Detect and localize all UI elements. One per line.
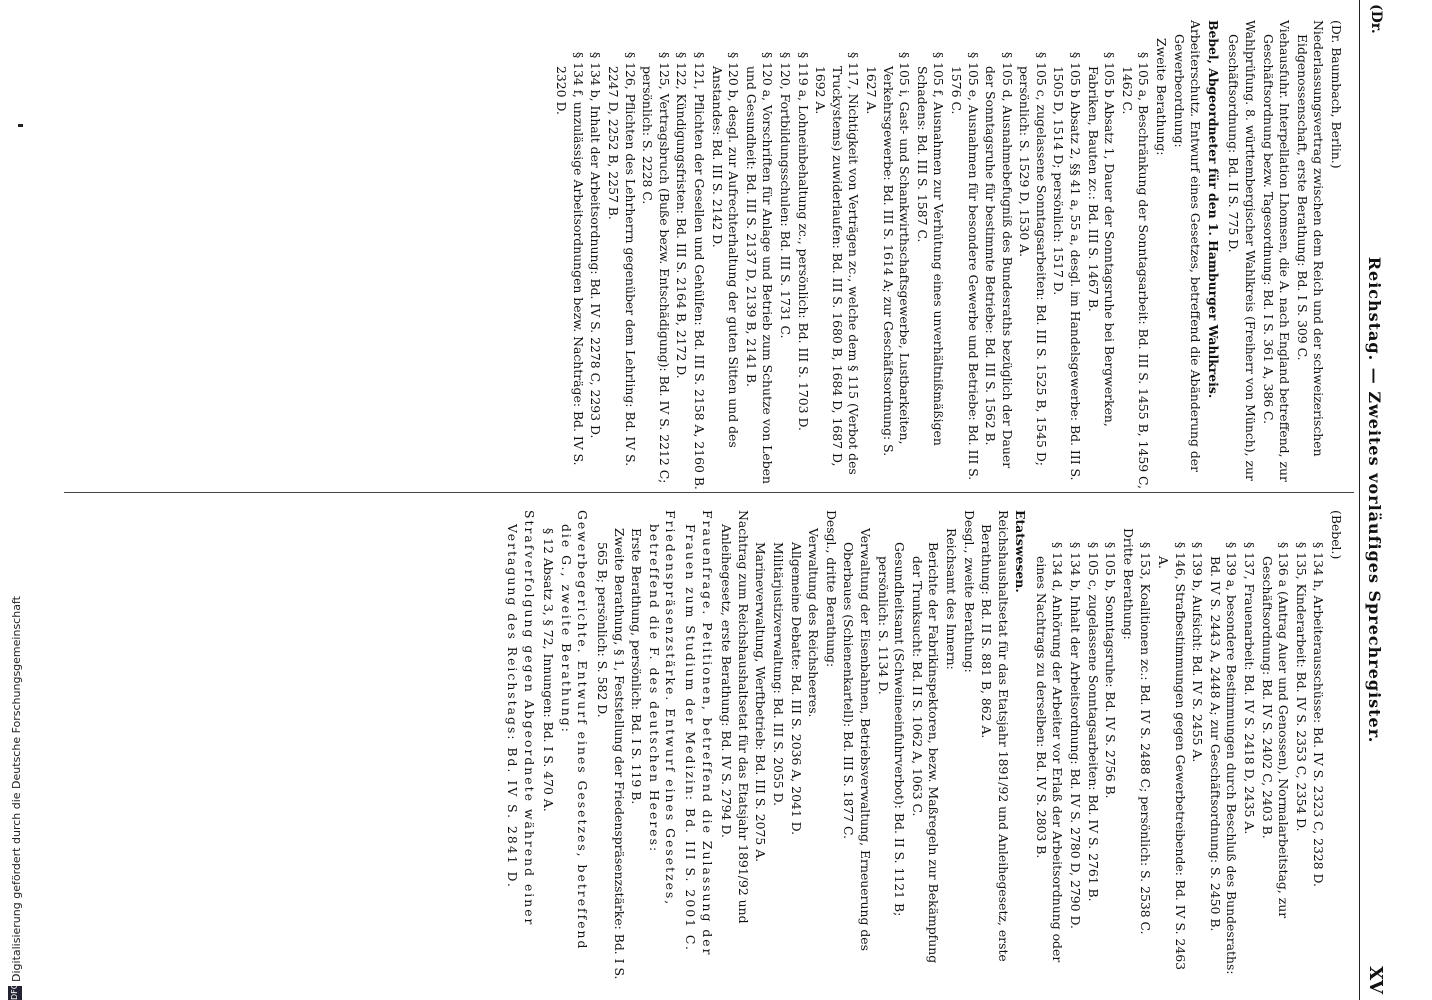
topic-entry: Gewerbegerichte. Entwurf eines Gesetzes, betreffend die G., zweite Berathung:	[558, 510, 591, 951]
speaker-heading: Bebel, Abgeordneter für den 1. Hamburger Wahlkreis.	[1205, 20, 1221, 399]
register-entry: § 146, Strafbestimmungen gegen Gewerbetreibende: Bd. IV S. 2463 A.	[1156, 542, 1188, 971]
register-entry: Militärjustizverwaltung: Bd. III S. 2055 D.	[771, 542, 786, 807]
register-entry: § 119 a, Lohneinbehaltung zc., persönlich: Bd. III S. 1703 D.	[795, 52, 811, 431]
register-entry: § 139 a, besondere Bestimmungen durch Beschluß des Bundesraths: Bd. IV S. 2443 A, 2448 A; zur Geschäftsordnung: S. 2450 B.	[1207, 542, 1240, 975]
register-entry: § 135, Kinderarbeit: Bd. IV S. 2353 C, 2354 D.	[1293, 542, 1309, 832]
register-entry: Gesundheitsamt (Schweineeinfuhrverbot): Bd. II S. 1121 B; persönlich: S. 1134 D.	[875, 542, 908, 917]
register-entry: Arbeiterschutz. Entwurf eines Gesetzes, betreffend die Abänderung der Gewerbeordnung:	[1171, 20, 1204, 473]
register-entry: § 134 d, Anhörung der Arbeiter vor Erlaß der Arbeitsordnung oder eines Nachtrags zu derselben: Bd. IV S. 2803 B.	[1033, 542, 1066, 963]
register-entry: Desgl., dritte Berathung:	[823, 510, 839, 668]
register-entry: § 134 f, unzulässige Arbeitsordnungen bezw. Nachträge: Bd. IV S. 2320 D.	[554, 52, 586, 466]
register-entry: § 137, Frauenarbeit: Bd. IV S. 2418 D, 2435 A.	[1242, 542, 1258, 835]
register-entry: § 125, Vertragsbruch (Buße bezw. Entschädigung): Bd. IV S. 2212 C; persönlich: S. 2228 C.	[640, 52, 672, 484]
register-entry: Reichshaushaltsetat für das Etatsjahr 1891/92 und Anleihegesetz, erste Berathung: Bd. II S. 881 B, 862 A.	[979, 510, 1011, 962]
register-entry: Erste Berathung, persönlich: Bd. I S. 119 B.	[629, 528, 645, 805]
topic-entry: Strafverfolgung gegen Abgeordnete während einer Vertagung des Reichstags: Bd. IV S. 2841 D.	[505, 510, 537, 927]
register-entry: § 126, Pflichten des Lehrherrn gegenüber dem Lehrling: Bd. IV S. 2247 D, 2252 B, 2257 B.	[606, 52, 638, 467]
topic-entry: Frauenfrage. Petitionen, betreffend die Zulassung der Frauen zum Studium der Medizin: Bd. III S. 2001 C.	[683, 510, 715, 957]
digitization-footer	[6, 0, 30, 1000]
running-header	[1359, 0, 1390, 1000]
left-column	[14, 20, 1344, 490]
digitization-note: Digitalisierung gefördert durch die Deutsche Forschungsgemeinschaft	[10, 596, 23, 982]
register-entry: § 117, Nichtigkeit von Verträgen zc., welche dem § 115 (Verbot des Truckystems) zuwiderlaufen: Bd. III S. 1680 B, 1684 D, 1687 D, 1692 A.	[813, 52, 862, 475]
register-entry: § 153, Koalitionen zc.: Bd. IV S. 2488 C; persönlich: S. 2538 C.	[1138, 542, 1154, 935]
register-entry: Viehausfuhr. Interpellation Lhomsen, die A. nach England betreffend, zur Geschäftsordnung bezw. Tagesordnung: Bd. I S. 361 A, 386 C.	[1260, 20, 1293, 482]
register-entry: § 122, Kündigungsfristen: Bd. III S. 2164 B, 2172 D.	[674, 52, 690, 379]
register-entry: § 120, Fortbildungsschulen: Bd. III S. 1731 C.	[778, 52, 793, 339]
page-number: XV	[1365, 966, 1386, 994]
register-entry: Marineverwaltung, Werftbetrieb: Bd. III S. 2075 A.	[753, 542, 769, 863]
register-entry: § 12 Absatz 3, § 72, Innungen: Bd. I S. 470 A.	[541, 528, 557, 812]
subheading: Verwaltung des Reichsheeres.	[806, 528, 822, 718]
subheading: Dritte Berathung:	[1120, 528, 1136, 640]
register-entry: Wahlprüfung. 8. württembergischer Wahlkreis (Freiherr von Münch), zur Geschäftsordnung: Bd. II S. 775 D.	[1226, 20, 1259, 481]
register-entry: § 105 e, Ausnahmen für besondere Gewerbe und Betriebe: Bd. III S. 1576 C.	[948, 52, 981, 481]
register-entry: § 105 b, Sonntagsruhe: Bd. IV S. 2756 B.	[1103, 542, 1119, 799]
register-entry: § 105 b Absatz 1, Dauer der Sonntagsruhe bei Bergwerken, Fabriken, Bauten zc.: Bd. III S. 1467 B.	[1085, 52, 1118, 427]
register-entry: § 136 a (Antrag Auer und Genossen), Normalarbeitstag, zur Geschäftsordnung: Bd. IV S. 2402 C, 2403 B.	[1259, 542, 1292, 919]
rotated-page	[6, 0, 1396, 1000]
dfg-logo-icon: DFG	[8, 986, 22, 1000]
register-entry: § 134 b, Inhalt der Arbeitsordnung: Bd. IV S. 2278 C, 2293 D.	[588, 52, 604, 439]
topic-entry: Friedenspräsenzstärke. Entwurf eines Gesetzes, betreffend die F. des deutschen Heeres:	[646, 510, 679, 907]
register-entry: (Dr. Baumbach, Berlin.)	[1329, 20, 1344, 169]
subheading: Zweite Berathung:	[1154, 38, 1170, 156]
register-entry: § 134 b, Inhalt der Arbeitsordnung: Bd. IV S. 2780 D, 2790 D.	[1068, 542, 1084, 929]
register-entry: § 120 a, Vorschriften für Anlage und Betrieb zum Schutze von Leben und Gesundheit: Bd. III S. 2137 D, 2139 B, 2141 B.	[743, 52, 776, 484]
register-entry: Niederlassungsvertrag zwischen dem Reich und der schweizerischen Eidgenossenschaft, erste Berathung: Bd. I S. 309 C.	[1294, 20, 1327, 457]
header-continued-from: (Dr.	[1368, 4, 1384, 34]
register-entry: Zweite Berathung, § 1, Feststellung der Friedenspräsenzstärke: Bd. I S. 565 B; persönlich: S. 582 D.	[595, 528, 627, 980]
register-entry: § 105 b Absatz 2, §§ 41 a, 55 a, desgl. im Handelsgewerbe: Bd. III S. 1505 D, 1514 D; persönlich: 1517 D.	[1051, 52, 1084, 481]
register-entry: Berichte der Fabrikinspektoren, bezw. Maßregeln zur Bekämpfung der Trunksucht: Bd. II S. 1062 A, 1063 C.	[909, 542, 942, 964]
register-entry: § 105 f, Ausnahmen zur Verhütung eines unverhältnißmäßigen Schadens: Bd. III S. 1587 C.	[914, 52, 947, 446]
register-entry: Nachtrag zum Reichshaushaltsetat für das Etatsjahr 1891/92 und Anleihegesetz, erste Berathung: Bd. IV S. 2794 D.	[719, 510, 751, 924]
page-title: Reichstag. — Zweites vorläufiges Sprechregister.	[1365, 256, 1384, 744]
register-entry: Verwaltung der Eisenbahnen, Betriebsverwaltung, Erneuerung des Oberbaues (Schienenkartell): Bd. III S. 1877 C.	[841, 528, 873, 951]
register-entry: Desgl., zweite Berathung:	[961, 510, 977, 673]
register-entry: § 120 b, desgl. zur Aufrechterhaltung der guten Sitten und des Anstandes: Bd. III S. 2142 D.	[709, 52, 742, 448]
register-entry: § 105 a, Beschränkung der Sonntagsarbeit: Bd. III S. 1455 B, 1459 C, 1462 C.	[1119, 52, 1152, 490]
column-divider	[64, 492, 1354, 493]
subheading: Reichsamt des Innern:	[943, 528, 959, 670]
register-entry: § 139 b, Aufsicht: Bd. IV S. 2455 A.	[1190, 542, 1206, 763]
right-column	[14, 510, 1344, 980]
register-entry: § 134 h, Arbeiterausschüsse: Bd. IV S. 2323 C, 2328 D.	[1311, 542, 1327, 887]
topic-heading: Etatswesen.	[1013, 510, 1029, 593]
register-entry: § 105 d, Ausnahmebefugniß des Bundesraths bezüglich der Dauer der Sonntagsruhe für bestimmte Betriebe: Bd. III S. 1562 B.	[983, 52, 1015, 469]
register-entry: § 121, Pflichten der Gesellen und Gehülfen: Bd. III S. 2158 A, 2160 B.	[692, 52, 708, 490]
register-entry: Allgemeine Debatte: Bd. III S. 2036 A, 2041 D.	[788, 542, 804, 836]
register-entry: § 105 c, zugelassene Sonntagsarbeiten: Bd. IV S. 2761 B.	[1085, 542, 1101, 902]
register-entry: § 105 i, Gast- und Schankwirthschaftsgewerbe, Lustbarkeiten, Verkehrsgewerbe: Bd. III S. 1614 A; zur Geschäftsordnung: S. 1627 A.	[863, 52, 913, 457]
register-entry: (Bebel.)	[1329, 510, 1344, 560]
register-entry: § 105 c, zugelassene Sonntagsarbeiten: Bd. III S. 1525 B, 1545 D; persönlich: S. 1529 D, 1530 A.	[1017, 52, 1049, 466]
